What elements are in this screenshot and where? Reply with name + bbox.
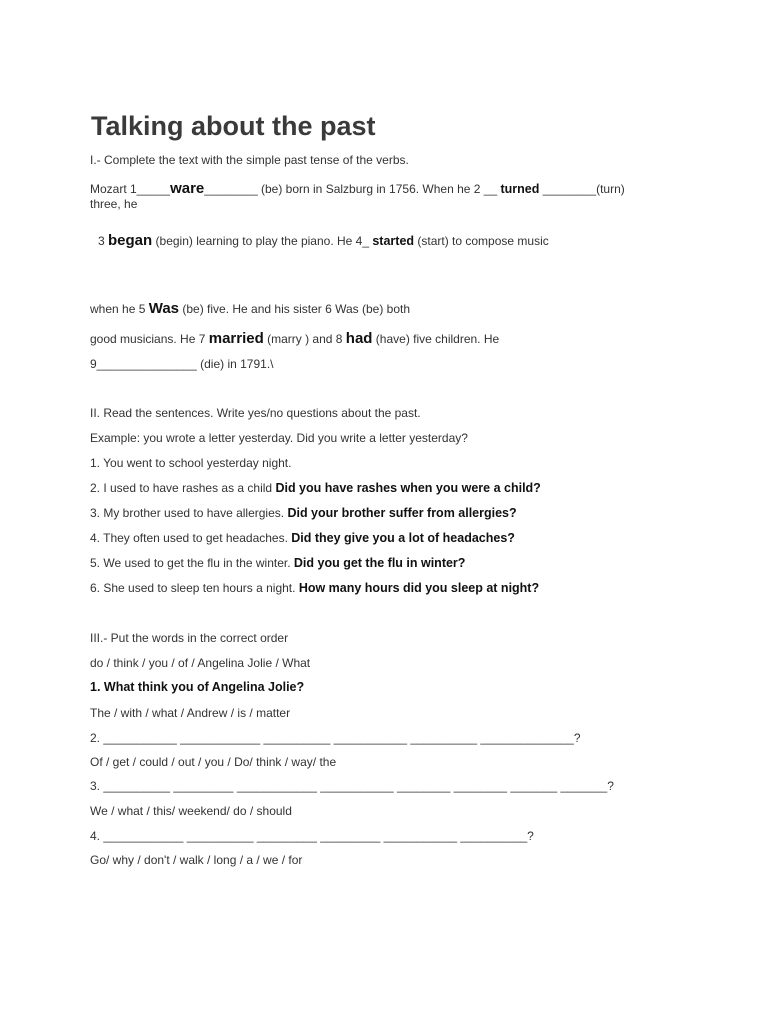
- s3-words-5: Go/ why / don't / walk / long / a / we / for: [90, 853, 303, 867]
- s3-words-4: We / what / this/ weekend/ do / should: [90, 804, 292, 818]
- s1-l3-text-a: 3: [98, 234, 109, 248]
- s2-answer: How many hours did you sleep at night?: [298, 581, 540, 595]
- s3-words-1: do / think / you / of / Angelina Jolie / What: [90, 656, 311, 670]
- section-2-instructions: II. Read the sentences. Write yes/no questions about the past.: [90, 406, 421, 420]
- s3-answer-1: 1. What think you of Angelina Jolie?: [90, 680, 305, 694]
- s2-question: 5. We used to get the flu in the winter.: [90, 556, 294, 570]
- s1-line-5: [90, 330, 499, 348]
- answer-1: ware: [170, 180, 205, 197]
- s2-answer: Did they give you a lot of headaches?: [291, 531, 515, 545]
- s1-line-4: [90, 300, 410, 318]
- answer-2: turned: [500, 182, 540, 196]
- s1-l1-text-c: ________(turn): [539, 182, 625, 196]
- s1-l5-text-c: (have) five children. He: [372, 332, 500, 346]
- s1-line-6: 9_______________ (die) in 1791.\: [90, 357, 274, 371]
- s3-words-3: Of / get / could / out / you / Do/ think / way/ the: [90, 755, 337, 769]
- s2-item: [90, 481, 541, 496]
- answer-5: Was: [148, 300, 180, 317]
- answer-4: started: [372, 234, 415, 248]
- s1-l1-text-a: Mozart 1_____: [90, 182, 171, 196]
- s3-blank-3: 3. __________ _________ ____________ ___________ ________ ________ _______ _______?: [90, 779, 614, 793]
- section-1-instructions: I.- Complete the text with the simple past tense of the verbs.: [90, 153, 409, 167]
- s1-l5-text-b: (marry ) and 8: [263, 332, 346, 346]
- s1-l1-text-b: ________ (be) born in Salzburg in 1756. When he 2 __: [204, 182, 501, 196]
- s1-line-3: [98, 232, 549, 250]
- section-3-instructions: III.- Put the words in the correct order: [90, 631, 289, 645]
- s2-answer: Did your brother suffer from allergies?: [287, 506, 517, 520]
- s1-l3-text-b: (begin) learning to play the piano. He 4_: [152, 234, 373, 248]
- s1-l4-text-b: (be) five. He and his sister 6 Was (be) both: [179, 302, 410, 316]
- s3-blank-4: 4. ____________ __________ _________ _________ ___________ __________?: [90, 829, 534, 843]
- s1-l5-text-a: good musicians. He 7: [90, 332, 209, 346]
- s2-answer: Did you have rashes when you were a child?: [275, 481, 541, 495]
- s2-question: 1. You went to school yesterday night.: [90, 456, 292, 470]
- s2-item: [90, 531, 515, 546]
- s2-question: 2. I used to have rashes as a child: [90, 481, 276, 495]
- s3-words-2: The / with / what / Andrew / is / matter: [90, 706, 291, 720]
- s2-question: 4. They often used to get headaches.: [90, 531, 292, 545]
- s2-answer: Did you get the flu in winter?: [293, 556, 466, 570]
- s2-example: Example: you wrote a letter yesterday. Did you write a letter yesterday?: [90, 431, 468, 445]
- s1-l3-text-c: (start) to compose music: [414, 234, 549, 248]
- s2-question: 3. My brother used to have allergies.: [90, 506, 288, 520]
- answer-8: had: [345, 330, 373, 347]
- s1-l4-text-a: when he 5: [90, 302, 149, 316]
- answer-7: married: [208, 330, 264, 347]
- s2-item: [90, 456, 291, 471]
- s1-line-1: [90, 180, 625, 198]
- s2-item: [90, 506, 517, 521]
- answer-3: began: [108, 232, 153, 249]
- s1-line-2: three, he: [90, 197, 138, 211]
- s2-question: 6. She used to sleep ten hours a night.: [90, 581, 299, 595]
- page-title: Talking about the past: [91, 111, 376, 141]
- s2-item: [90, 581, 539, 596]
- s3-blank-2: 2. ___________ ____________ __________ ___________ __________ ______________?: [90, 731, 581, 745]
- s2-item: [90, 556, 465, 571]
